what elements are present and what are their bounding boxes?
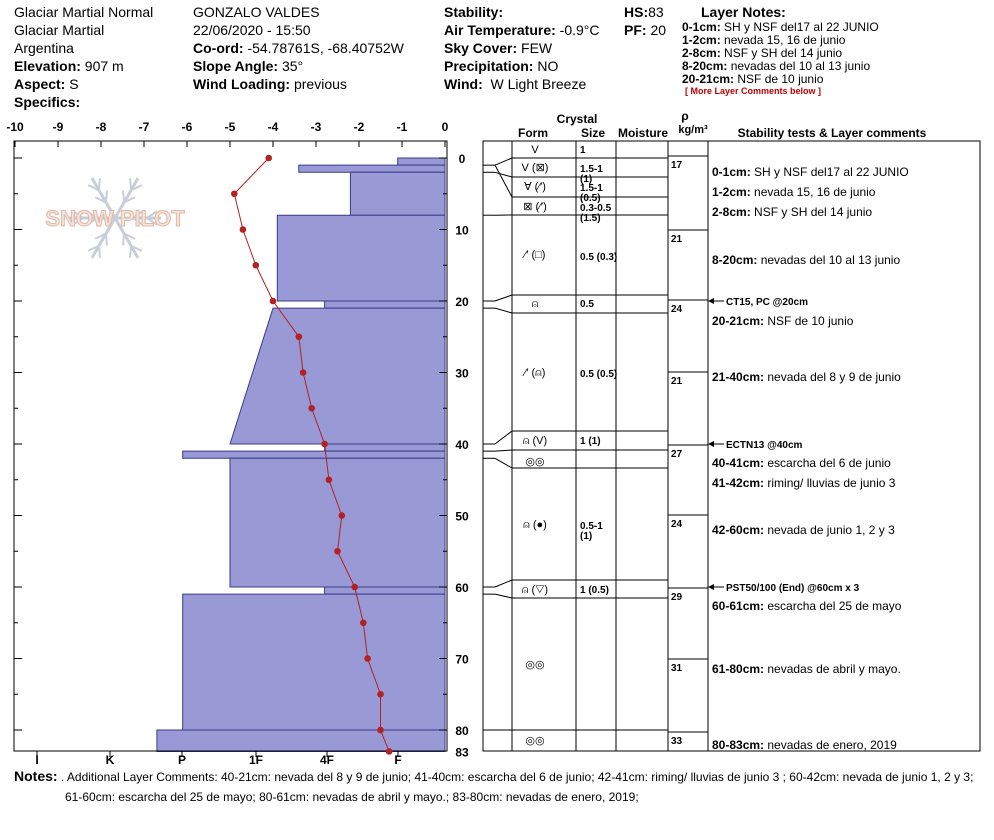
temperature-point-7 (308, 405, 315, 412)
specifics: Specifics: (14, 94, 81, 110)
layer-comment-7 (712, 476, 896, 490)
moisture-header: Moisture (617, 126, 669, 140)
depth-label-5: 50 (455, 509, 469, 524)
density-value-2: 24 (671, 304, 683, 315)
layer-comment-text: nevadas de enero, 2019 (764, 738, 897, 752)
layer-form-6: ⁄′ (⍝) (524, 367, 546, 379)
stability-arrow-head-0 (708, 298, 714, 304)
temperature-point-5 (296, 333, 303, 340)
temperature-point-13 (360, 619, 367, 626)
temperature-point-15 (377, 691, 384, 698)
temperature-point-10 (339, 512, 346, 519)
stability-arrow-head-2 (708, 584, 714, 590)
notes-label: Notes: (14, 768, 58, 784)
layer-comment-range: 20-21cm: (712, 314, 765, 328)
temp-tick-label-1: -9 (52, 120, 64, 134)
layer-comment-range: 41-42cm: (712, 476, 765, 490)
hardness-layer-0 (398, 158, 445, 165)
snowflake-branch (99, 178, 100, 190)
layer-comment-10 (712, 662, 901, 676)
layer-comment-range: 0-1cm: (712, 165, 751, 179)
site-location: Glaciar Martial (14, 22, 105, 38)
layer-comment-1 (712, 185, 876, 199)
hardness-layer-11 (157, 730, 445, 751)
temperature-point-0 (265, 155, 272, 162)
hardness-layer-1 (299, 165, 445, 172)
layer-comment-text: SH y NSF del17 al 22 JUNIO (750, 165, 909, 179)
layer-size-7: 1 (1) (580, 436, 601, 447)
layer-comment-6 (712, 456, 891, 470)
depth-label-1: 10 (455, 223, 469, 238)
temperature-point-4 (270, 298, 277, 305)
slope-angle: Slope Angle: 35° (193, 58, 304, 74)
density-value-1: 21 (671, 234, 683, 245)
layer-size-3: 0.3-0.5 (580, 203, 612, 214)
hardness-label-2: P (177, 753, 187, 767)
snowflake-branch (123, 234, 124, 246)
layer-comment-range: 8-20cm: (712, 253, 758, 267)
layer-comment-0 (712, 165, 909, 179)
layer-note-3: 8-20cm: nevadas del 10 al 13 junio (682, 59, 871, 73)
layer-comment-text: NSF de 10 junio (764, 314, 854, 328)
layer-form-7: ⍝ (V) (522, 435, 548, 447)
density-value-6: 29 (671, 592, 683, 603)
layer-size-6: 0.5 (0.5) (580, 369, 618, 380)
observer-name: GONZALO VALDES (193, 4, 320, 20)
boundary-connector-5 (495, 431, 512, 444)
layer-table (483, 109, 980, 752)
layer-form-4: ⁄′ (□) (524, 249, 546, 261)
density-value-5: 24 (671, 519, 683, 530)
layer-comment-text: nevadas del 10 al 13 junio (757, 253, 901, 267)
layer-size-0: 1 (580, 145, 586, 156)
density-value-7: 31 (671, 663, 683, 674)
hardness-layer-3 (277, 215, 445, 301)
temp-tick-label-9: -1 (396, 120, 408, 134)
layer-comment-9 (712, 599, 902, 613)
hardness-label-3: 1F (248, 753, 264, 767)
layer-size-10: 0.5-1 (580, 521, 603, 532)
layer-notes-title: Layer Notes: (701, 4, 786, 20)
boundary-connector-3 (495, 295, 512, 301)
hardness-layer-7 (183, 451, 445, 458)
layer-comment-text: nevada de junio 1, 2 y 3 (764, 523, 895, 537)
depth-label-6: 60 (455, 581, 469, 595)
notes (14, 766, 973, 807)
snowflake-branch (130, 246, 131, 258)
coordinates: Co-ord: -54.78761S, -68.40752W (193, 40, 404, 56)
size-header: Size (580, 126, 606, 140)
temp-tick-label-7: -3 (310, 120, 322, 134)
stability-test-0: CT15, PC @20cm (726, 297, 809, 308)
layer-size-1: 1.5-1 (580, 164, 603, 175)
snowpilot-logo-text: SNOW PILOT (45, 206, 185, 231)
layer-comment-8 (712, 523, 895, 537)
layer-comment-range: 2-8cm: (712, 205, 751, 219)
boundary-connector-7 (495, 458, 512, 468)
layer-form-5: ⍝ (531, 298, 539, 310)
aspect: Aspect: S (14, 76, 79, 92)
stability-test-2: PST50/100 (End) @60cm x 3 (726, 583, 860, 594)
layer-size-4: 0.5 (0.3) (580, 252, 618, 263)
layer-comment-text: escarcha del 6 de junio (764, 456, 891, 470)
hardness-layer-6 (325, 444, 445, 451)
layer-comment-11 (712, 738, 897, 752)
layer-comment-text: nevada 15, 16 de junio (750, 185, 876, 199)
layer-form-1: V (⊠) (521, 162, 549, 174)
layer-note-1: 1-2cm: nevada 15, 16 de junio (682, 33, 846, 47)
boundary-connector-0 (495, 158, 512, 165)
observation-datetime: 22/06/2020 - 15:50 (193, 22, 311, 38)
layer-size-sub-10: (1) (580, 531, 593, 542)
temp-tick-label-8: -2 (353, 120, 365, 134)
depth-label-4: 40 (455, 438, 469, 452)
snowflake-branch (130, 178, 131, 190)
boundary-connector-6 (495, 450, 512, 451)
elevation: Elevation: 907 m (14, 58, 124, 74)
layer-comment-range: 80-83cm: (712, 738, 765, 752)
density-value-0: 17 (671, 160, 683, 171)
temperature-point-2 (240, 226, 247, 233)
layer-form-9: ◎◎ (525, 456, 545, 468)
notes-line-1: . Additional Layer Comments: 40-21cm: nevada del 8 y 9 de junio; 41-40cm: escarcha del 6 de junio; 42-41cm: riming/ lluvias de junio 3 ; 60-42cm: nevada de junio 1, 2 y 3; (60, 770, 974, 784)
stability-header: Stability tests & Layer comments (737, 126, 927, 140)
wind-loading: Wind Loading: previous (193, 76, 347, 92)
layer-size-11: 1 (0.5) (580, 585, 609, 596)
layer-comment-range: 60-61cm: (712, 599, 765, 613)
temp-tick-label-10: 0 (441, 120, 449, 134)
layer-comment-range: 21-40cm: (712, 370, 765, 384)
layer-comment-3 (712, 253, 900, 267)
layer-comment-text: escarcha del 25 de mayo (764, 599, 902, 613)
layer-comment-2 (712, 205, 872, 219)
boundary-connector-8 (495, 580, 512, 587)
layer-comment-text: nevadas de abril y mayo. (764, 662, 901, 676)
layer-comment-range: 40-41cm: (712, 456, 765, 470)
depth-label-3: 30 (455, 366, 469, 381)
snowpilot-logo (45, 178, 185, 258)
temperature-point-14 (364, 655, 371, 662)
hardness-layer-8 (230, 458, 445, 587)
layer-size-sub-1: (1) (580, 174, 593, 185)
hardness-label-0: I (35, 753, 39, 767)
depth-label-9: 83 (455, 745, 469, 760)
air-temperature: Air Temperature: -0.9°C (444, 22, 600, 38)
hardness-label-1: K (105, 753, 115, 767)
temperature-point-16 (377, 727, 384, 734)
rho-header: ρ (681, 109, 689, 123)
density-value-3: 21 (671, 376, 683, 387)
temp-tick-label-3: -7 (138, 120, 150, 134)
layer-form-12: ◎◎ (525, 659, 545, 671)
stability-test-1: ECTN13 @40cm (726, 440, 803, 451)
hardness-layer-4 (325, 301, 445, 308)
pf: PF: 20 (624, 22, 667, 38)
temp-tick-label-5: -5 (224, 120, 236, 134)
temperature-point-17 (386, 748, 393, 755)
more-comments-link: [ More Layer Comments below ] (685, 86, 822, 96)
boundary-connector-4 (495, 308, 512, 313)
layer-comment-5 (712, 370, 901, 384)
temperature-point-9 (326, 476, 333, 483)
hardness-layer-9 (325, 587, 445, 594)
stability-arrow-head-1 (708, 441, 714, 447)
wind: Wind: W Light Breeze (444, 76, 587, 92)
layer-comment-range: 61-80cm: (712, 662, 765, 676)
form-header: Form (518, 126, 548, 140)
snowflake-branch (106, 190, 107, 202)
temperature-point-3 (253, 262, 260, 269)
temperature-point-6 (300, 369, 307, 376)
temp-tick-label-2: -8 (95, 120, 107, 134)
temp-tick-label-0: -10 (6, 120, 24, 134)
layer-comment-text: nevada del 8 y 9 de junio (764, 370, 901, 384)
temp-tick-label-4: -6 (181, 120, 193, 134)
density-value-4: 27 (671, 449, 683, 460)
depth-label-7: 70 (455, 652, 469, 667)
layer-size-sub-3: (1.5) (580, 213, 601, 224)
hardness-layer-10 (183, 594, 445, 730)
snowflake-branch (123, 190, 124, 202)
temp-tick-label-6: -4 (267, 120, 279, 134)
layer-comment-text: riming/ lluvias de junio 3 (764, 476, 896, 490)
layer-form-13: ◎◎ (525, 735, 545, 747)
layer-form-11: ⍝ (▽) (521, 584, 549, 596)
depth-label-8: 80 (455, 724, 469, 738)
temperature-point-1 (231, 190, 238, 197)
density-unit-header: kg/m³ (678, 124, 708, 136)
temperature-point-12 (351, 584, 358, 591)
hardness-label-4: 4F (319, 753, 335, 767)
temperature-point-8 (321, 441, 328, 448)
depth-label-0: 0 (458, 152, 466, 166)
boundary-connector-sub (495, 165, 512, 197)
crystal-header: Crystal (556, 112, 598, 126)
site-name: Glaciar Martial Normal (14, 4, 154, 20)
notes-line-2: 61-60cm: escarcha del 25 de mayo; 80-61cm: nevadas de abril y mayo.; 83-80cm: nevadas de enero, 2019; (65, 790, 639, 804)
hardness-layer-2 (350, 172, 445, 215)
layer-size-5: 0.5 (580, 299, 594, 310)
layer-form-10: ⍝ (●) (523, 519, 547, 531)
layer-comment-range: 1-2cm: (712, 185, 751, 199)
layer-comment-range: 42-60cm: (712, 523, 765, 537)
boundary-connector-9 (495, 594, 512, 598)
depth-label-2: 20 (455, 295, 469, 309)
density-value-8: 33 (671, 736, 683, 747)
hardness-label-5: F (394, 753, 402, 767)
snowflake-branch (106, 234, 107, 246)
layer-form-3: ⊠ (⁄′) (523, 201, 547, 213)
sky-cover: Sky Cover: FEW (444, 40, 553, 56)
layer-size-sub-2: (0.5) (580, 193, 601, 204)
layer-size-2: 1.5-1 (580, 183, 603, 194)
temperature-point-11 (334, 548, 341, 555)
precipitation: Precipitation: NO (444, 58, 559, 74)
layer-form-2: ∀ (⁄′) (524, 181, 546, 193)
layer-note-0: 0-1cm: SH y NSF del17 al 22 JUNIO (682, 20, 879, 34)
hs: HS:83 (624, 4, 664, 20)
snowflake-branch (99, 246, 100, 258)
layer-form-0: V (531, 144, 539, 156)
stability: Stability: (444, 4, 504, 20)
layer-note-2: 2-8cm: NSF y SH del 14 junio (682, 46, 843, 60)
site-country: Argentina (14, 40, 74, 56)
hardness-layer-5 (230, 308, 445, 444)
layer-comment-text: NSF y SH del 14 junio (750, 205, 873, 219)
layer-note-4: 20-21cm: NSF de 10 junio (682, 72, 824, 86)
boundary-connector-1 (495, 172, 512, 177)
layer-comment-4 (712, 314, 854, 328)
